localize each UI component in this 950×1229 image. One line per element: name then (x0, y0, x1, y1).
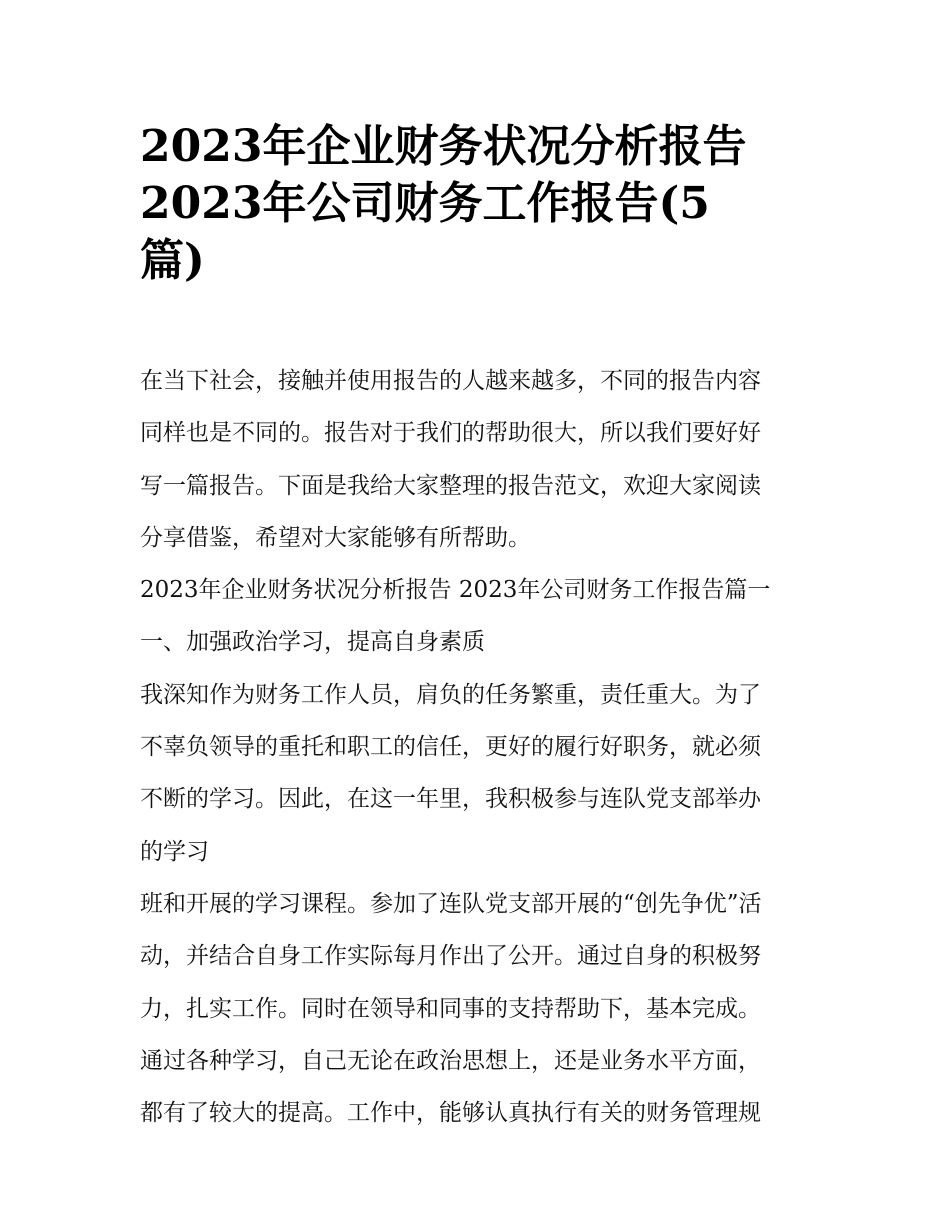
paragraph-line: 不辜负领导的重托和职工的信任，更好的履行好职务，就必须 (140, 734, 761, 761)
document-body (140, 355, 830, 1139)
section-heading: 2023年企业财务状况分析报告 2023年公司财务工作报告篇一 (140, 577, 771, 604)
subsection-heading: 一、加强政治学习，提高自身素质 (140, 629, 485, 656)
intro-line: 在当下社会，接触并使用报告的人越来越多，不同的报告内容 (140, 368, 761, 394)
paragraph-line: 力，扎实工作。同时在领导和同事的支持帮助下，基本完成。 (140, 995, 761, 1022)
paragraph-line: 都有了较大的提高。工作中，能够认真执行有关的财务管理规 (140, 1100, 761, 1127)
document-title (140, 118, 830, 289)
title-line: 篇) (140, 235, 205, 286)
paragraph-line: 动，并结合自身工作实际每月作出了公开。通过自身的积极努 (140, 943, 761, 970)
intro-line: 写一篇报告。下面是我给大家整理的报告范文，欢迎大家阅读 (140, 472, 761, 499)
paragraph-line: 的学习 (140, 838, 209, 865)
intro-line: 分享借鉴，希望对大家能够有所帮助。 (140, 524, 531, 551)
paragraph-line: 我深知作为财务工作人员，肩负的任务繁重，责任重大。为了 (140, 681, 761, 708)
title-line: 2023年公司财务工作报告(5 (140, 178, 710, 229)
paragraph-line: 不断的学习。因此，在这一年里，我积极参与连队党支部举办 (140, 786, 761, 813)
title-line: 2023年企业财务状况分析报告 (140, 121, 747, 172)
paragraph-line: 通过各种学习，自己无论在政治思想上，还是业务水平方面， (140, 1047, 761, 1074)
intro-line: 同样也是不同的。报告对于我们的帮助很大，所以我们要好好 (140, 420, 761, 447)
paragraph-line: 班和开展的学习课程。参加了连队党支部开展的“创先争优”活 (140, 890, 762, 917)
